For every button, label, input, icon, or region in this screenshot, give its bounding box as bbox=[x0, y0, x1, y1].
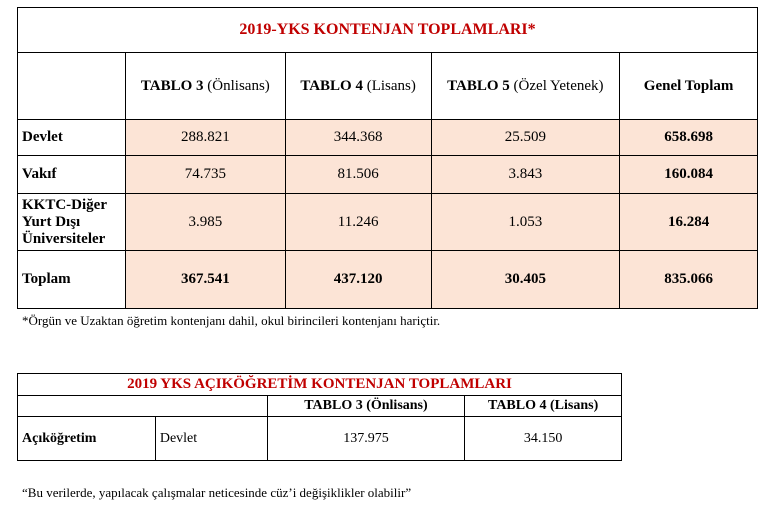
header-empty-cell bbox=[18, 396, 268, 417]
table-footnote: *Örgün ve Uzaktan öğretim kontenjanı dahil, okul birincileri kontenjanı hariçtir. bbox=[22, 313, 441, 328]
cell-value: 34.150 bbox=[465, 417, 622, 461]
cell-value: 3.843 bbox=[431, 156, 620, 194]
cell-value: 30.405 bbox=[431, 251, 620, 309]
header-empty-cell bbox=[18, 53, 126, 120]
cell-value: 1.053 bbox=[431, 194, 620, 251]
row-label: Vakıf bbox=[18, 156, 126, 194]
cell-value: 11.246 bbox=[285, 194, 431, 251]
header-tablo4: TABLO 4 (Lisans) bbox=[465, 396, 622, 417]
header-tablo3: TABLO 3 (Önlisans) bbox=[125, 53, 285, 120]
row-type: Devlet bbox=[155, 417, 267, 461]
header-tablo3: TABLO 3 (Önlisans) bbox=[267, 396, 465, 417]
cell-value: 25.509 bbox=[431, 120, 620, 156]
header-tablo5: TABLO 5 (Özel Yetenek) bbox=[431, 53, 620, 120]
cell-value: 437.120 bbox=[285, 251, 431, 309]
table-title: 2019 YKS AÇIKÖĞRETİM KONTENJAN TOPLAMLARI bbox=[18, 374, 622, 396]
table-row bbox=[18, 251, 758, 309]
cell-total: 835.066 bbox=[620, 251, 758, 309]
acikogretim-table bbox=[17, 373, 622, 461]
cell-value: 74.735 bbox=[125, 156, 285, 194]
table-row bbox=[18, 194, 758, 251]
table-header-row bbox=[18, 396, 622, 417]
table-header-row bbox=[18, 53, 758, 120]
cell-value: 288.821 bbox=[125, 120, 285, 156]
kontenjan-table bbox=[17, 7, 758, 309]
header-tablo4: TABLO 4 (Lisans) bbox=[285, 53, 431, 120]
cell-total: 160.084 bbox=[620, 156, 758, 194]
cell-total: 16.284 bbox=[620, 194, 758, 251]
row-label: Devlet bbox=[18, 120, 126, 156]
disclaimer-note: “Bu verilerde, yapılacak çalışmalar neticesinde cüz’i değişiklikler olabilir” bbox=[22, 485, 412, 500]
cell-value: 3.985 bbox=[125, 194, 285, 251]
cell-total: 658.698 bbox=[620, 120, 758, 156]
table-row bbox=[18, 120, 758, 156]
cell-value: 344.368 bbox=[285, 120, 431, 156]
header-genel-toplam: Genel Toplam bbox=[620, 53, 758, 120]
table-title-row bbox=[18, 8, 758, 53]
table-row bbox=[18, 156, 758, 194]
cell-value: 137.975 bbox=[267, 417, 465, 461]
row-label: Toplam bbox=[18, 251, 126, 309]
row-label: KKTC-Diğer Yurt Dışı Üniversiteler bbox=[18, 194, 126, 251]
table-title-row bbox=[18, 374, 622, 396]
row-label: Açıköğretim bbox=[18, 417, 156, 461]
table-row bbox=[18, 417, 622, 461]
table-title: 2019-YKS KONTENJAN TOPLAMLARI* bbox=[18, 8, 758, 53]
cell-value: 81.506 bbox=[285, 156, 431, 194]
cell-value: 367.541 bbox=[125, 251, 285, 309]
